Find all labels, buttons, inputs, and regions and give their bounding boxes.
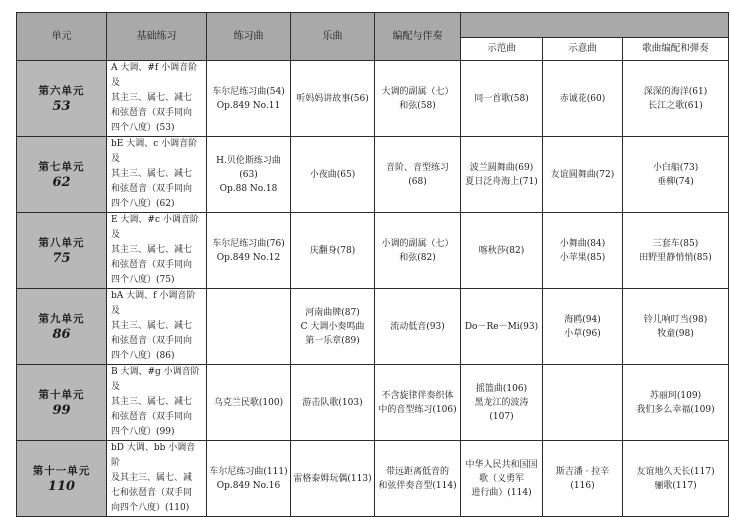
unit-name: 第八单元 <box>38 236 85 249</box>
cell-text-line: 和弦(82) <box>399 252 436 263</box>
cell-text-line: 小调的副属（七） <box>381 238 454 249</box>
cell-text-line: 田野里静悄悄(85) <box>639 252 712 263</box>
cell-text-line: 波兰圆舞曲(69) <box>469 162 534 173</box>
etude-cell <box>207 441 291 517</box>
cell-text-line: H.贝伦斯练习曲(63) <box>216 155 281 180</box>
cell-text-line: 三套车(85) <box>652 238 699 249</box>
basic-exercise-cell <box>107 137 207 213</box>
piece-cell <box>291 365 375 441</box>
table-body <box>17 61 729 517</box>
cell-text-line: 友谊圆舞曲(72) <box>550 169 615 180</box>
piece-cell <box>291 213 375 289</box>
etude-cell <box>207 61 291 137</box>
cell-text-line: bD 大调、bb 小调音阶 <box>111 443 196 468</box>
accompaniment-cell <box>375 213 461 289</box>
cell-text-line: 音阶、音型练习(68) <box>385 162 449 187</box>
unit-page-number: 99 <box>52 402 71 418</box>
unit-page-number: 75 <box>52 250 71 266</box>
example-piece-cell <box>461 441 543 517</box>
etude-cell <box>207 213 291 289</box>
song-arrangement-cell <box>623 289 729 365</box>
cell-text-line: 四个八度）(53) <box>111 123 175 133</box>
piece-cell <box>291 441 375 517</box>
cell-text-line: 向四个八度）(110) <box>111 503 190 513</box>
table-row <box>17 365 729 441</box>
unit-cell <box>17 441 107 517</box>
unit-cell <box>17 365 107 441</box>
table-row <box>17 61 729 137</box>
cell-text-line: 中华人民共和国国 <box>465 459 538 470</box>
cell-text-line: 四个八度）(62) <box>111 199 175 209</box>
cell-text-line: 斯吉潘 · 拉辛 <box>555 466 610 477</box>
cell-text-line: 我们多么幸福(109) <box>636 404 715 415</box>
cell-text-line: 长江之歌(61) <box>648 100 703 111</box>
piece-cell <box>291 289 375 365</box>
table-row <box>17 213 729 289</box>
cell-text-line: 进行曲）(114) <box>471 487 532 498</box>
cell-text-line: 及其主三、属七、减 <box>111 473 193 483</box>
song-arrangement-cell <box>623 61 729 137</box>
sketch-piece-cell <box>543 137 623 213</box>
cell-text-line: 和弦琶音（双手同向 <box>111 108 193 118</box>
cell-text-line: 同一首歌(58) <box>474 93 529 104</box>
etude-cell <box>207 289 291 365</box>
header-sketch-piece: 示意曲 <box>543 38 623 61</box>
cell-text-line: 其主三、属七、减七 <box>111 93 193 103</box>
unit-page-number: 62 <box>52 174 71 190</box>
unit-page-number: 110 <box>47 478 76 494</box>
cell-text-line: 牧童(98) <box>657 328 694 339</box>
cell-text-line: E 大调、#c 小调音阶及 <box>111 215 199 240</box>
header-accompaniment: 编配与伴奏 <box>375 13 461 61</box>
cell-text-line: 庆翻身(78) <box>309 245 356 256</box>
unit-cell <box>17 137 107 213</box>
cell-text-line: 骊歌(117) <box>654 480 697 491</box>
header-etude: 练习曲 <box>207 13 291 61</box>
piece-cell <box>291 61 375 137</box>
example-piece-cell <box>461 289 543 365</box>
cell-text-line: 四个八度）(75) <box>111 275 175 285</box>
cell-text-line: 其主三、属七、减七 <box>111 397 193 407</box>
unit-name: 第十一单元 <box>32 464 91 477</box>
basic-exercise-cell <box>107 289 207 365</box>
cell-text-line: 七和弦琶音（双手同 <box>111 488 193 498</box>
cell-text-line: bA 大调、f 小调音阶及 <box>111 291 196 316</box>
cell-text-line: 小夜曲(65) <box>309 169 356 180</box>
header-basic-exercise: 基础练习 <box>107 13 207 61</box>
unit-page-number: 86 <box>52 326 71 342</box>
song-arrangement-cell <box>623 137 729 213</box>
curriculum-table <box>16 12 729 517</box>
cell-text-line: 大调的副属（七） <box>381 86 454 97</box>
piece-cell <box>291 137 375 213</box>
sketch-piece-cell <box>543 213 623 289</box>
accompaniment-cell <box>375 289 461 365</box>
cell-text-line: 海鸥(94) <box>564 314 601 325</box>
unit-name: 第六单元 <box>38 84 85 97</box>
unit-page-number: 53 <box>52 98 71 114</box>
cell-text-line: A 大调、#f 小调音阶及 <box>111 63 198 88</box>
cell-text-line: 深深的海洋(61) <box>643 86 708 97</box>
unit-name: 第九单元 <box>38 312 85 325</box>
cell-text-line: 四个八度）(99) <box>111 427 175 437</box>
cell-text-line: 小舞曲(84) <box>559 238 606 249</box>
cell-text-line: C 大调小奏鸣曲 <box>300 321 365 332</box>
cell-text-line: 其主三、属七、减七 <box>111 169 193 179</box>
cell-text-line: 夏日泛舟海上(71) <box>465 176 538 187</box>
unit-cell <box>17 289 107 365</box>
cell-text-line: 雷格泰姆玩偶(113) <box>293 473 372 484</box>
cell-text-line: 和弦琶音（双手同向 <box>111 412 193 422</box>
basic-exercise-cell <box>107 365 207 441</box>
unit-cell <box>17 213 107 289</box>
cell-text-line: 不含旋律伴奏织体 <box>381 390 454 401</box>
cell-text-line: 第一乐章(89) <box>305 335 360 346</box>
song-arrangement-cell <box>623 365 729 441</box>
cell-text-line: 小白船(73) <box>652 162 699 173</box>
cell-text-line: 四个八度）(86) <box>111 351 175 361</box>
cell-text-line: 带远距离低音的 <box>385 466 449 477</box>
accompaniment-cell <box>375 61 461 137</box>
etude-cell <box>207 137 291 213</box>
cell-text-line: 车尔尼练习曲(54) <box>212 86 285 97</box>
cell-text-line: 和弦伴奏音型(114) <box>378 480 457 491</box>
cell-text-line: Op.849 No.12 <box>216 252 281 263</box>
cell-text-line: 喀秋莎(82) <box>478 245 525 256</box>
curriculum-table-sheet <box>16 12 728 513</box>
unit-name: 第十单元 <box>38 388 85 401</box>
cell-text-line: 小草(96) <box>564 328 601 339</box>
header-song-arrangement: 歌曲编配和弹奏 <box>623 38 729 61</box>
cell-text-line: 车尔尼练习曲(76) <box>212 238 285 249</box>
example-piece-cell <box>461 365 543 441</box>
basic-exercise-cell <box>107 61 207 137</box>
cell-text-line: 歌（义勇军 <box>478 473 524 484</box>
cell-text-line: 和弦琶音（双手同向 <box>111 336 193 346</box>
cell-text-line: 和弦(58) <box>399 100 436 111</box>
example-piece-cell <box>461 137 543 213</box>
header-unit: 单元 <box>17 13 107 61</box>
table-row <box>17 137 729 213</box>
etude-cell <box>207 365 291 441</box>
unit-cell <box>17 61 107 137</box>
example-piece-cell <box>461 213 543 289</box>
cell-text-line: 乌克兰民歌(100) <box>213 397 284 408</box>
cell-text-line: 黑龙江的波涛(107) <box>474 397 529 422</box>
sketch-piece-cell <box>543 365 623 441</box>
cell-text-line: 和弦琶音（双手同向 <box>111 184 193 194</box>
accompaniment-cell <box>375 137 461 213</box>
header-accompaniment-group <box>461 13 729 38</box>
cell-text-line: (116) <box>570 480 595 491</box>
cell-text-line: 听妈妈讲故事(56) <box>296 93 369 104</box>
cell-text-line: 小苹果(85) <box>559 252 606 263</box>
table-row <box>17 289 729 365</box>
cell-text-line: 赤诚花(60) <box>559 93 606 104</box>
cell-text-line: Op.88 No.18 <box>219 183 278 194</box>
cell-text-line: Op.849 No.16 <box>216 480 281 491</box>
cell-text-line: bE 大调、c 小调音阶及 <box>111 139 198 164</box>
cell-text-line: 流动低音(93) <box>390 321 445 332</box>
cell-text-line: 铃儿响叮当(98) <box>643 314 708 325</box>
cell-text-line: 摇篮曲(106) <box>475 383 528 394</box>
basic-exercise-cell <box>107 441 207 517</box>
cell-text-line: Op.849 No.11 <box>216 100 281 111</box>
cell-text-line: 苏丽珂(109) <box>649 390 702 401</box>
cell-text-line: 游击队歌(103) <box>302 397 363 408</box>
basic-exercise-cell <box>107 213 207 289</box>
cell-text-line: 河南曲牌(87) <box>305 307 360 318</box>
song-arrangement-cell <box>623 441 729 517</box>
cell-text-line: 其主三、属七、减七 <box>111 245 193 255</box>
cell-text-line: 友谊地久天长(117) <box>636 466 715 477</box>
cell-text-line: Do－Re－Mi(93) <box>464 321 539 332</box>
cell-text-line: B 大调、#g 小调音阶及 <box>111 367 200 392</box>
sketch-piece-cell <box>543 61 623 137</box>
header-piece: 乐曲 <box>291 13 375 61</box>
accompaniment-cell <box>375 441 461 517</box>
cell-text-line: 车尔尼练习曲(111) <box>209 466 288 477</box>
header-example-piece: 示范曲 <box>461 38 543 61</box>
cell-text-line: 中的音型练习(106) <box>378 404 457 415</box>
unit-name: 第七单元 <box>38 160 85 173</box>
song-arrangement-cell <box>623 213 729 289</box>
cell-text-line: 垂柳(74) <box>657 176 694 187</box>
cell-text-line: 其主三、属七、减七 <box>111 321 193 331</box>
accompaniment-cell <box>375 365 461 441</box>
sketch-piece-cell <box>543 289 623 365</box>
sketch-piece-cell <box>543 441 623 517</box>
cell-text-line: 和弦琶音（双手同向 <box>111 260 193 270</box>
table-row <box>17 441 729 517</box>
example-piece-cell <box>461 61 543 137</box>
